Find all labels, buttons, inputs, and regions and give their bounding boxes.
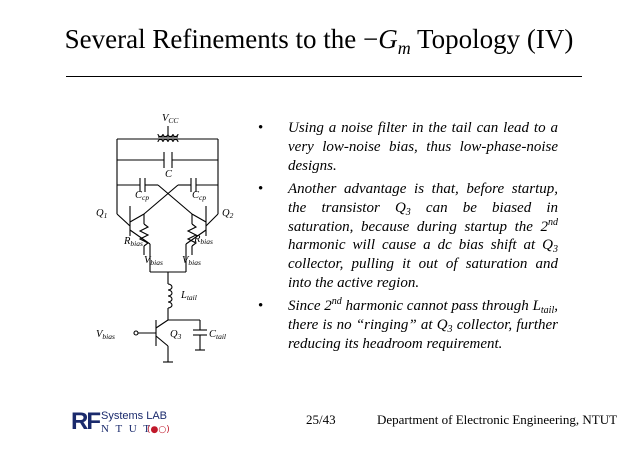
lab-logo: RF Systems LAB N T U T (●○) (71, 408, 170, 435)
svg-text:Ccp: Ccp (192, 190, 207, 202)
svg-text:Rbias: Rbias (194, 234, 213, 246)
svg-text:Ctail: Ctail (209, 329, 227, 341)
gm-symbol: $G_m$ (378, 24, 411, 58)
svg-text:Vbias: Vbias (96, 329, 115, 341)
department-name: Department of Electronic Engineering, NTUT (377, 412, 618, 427)
bullet-item: • Since 2nd harmonic cannot pass through $L_{tail}$, there is no “ringing” at $Q_3$ collector, further reducing its headroom requirement. (258, 296, 558, 352)
svg-text:Ccp: Ccp (135, 190, 150, 202)
svg-text:Q3: Q3 (170, 329, 182, 341)
page-number: 25/43 (306, 412, 336, 427)
c-label: C (165, 169, 173, 180)
bullet-list (258, 119, 558, 358)
bullet-item: • Using a noise filter in the tail can lead to a very low-noise bias, thus low-phase-noise designs. (258, 120, 558, 174)
svg-text:Rbias: Rbias (124, 236, 143, 248)
svg-text:Q1: Q1 (96, 208, 108, 220)
svg-text:Vbias: Vbias (144, 255, 163, 267)
bullet-item: • Another advantage is that, before startup, the transistor $Q_3$ can be biased in saturation, because during startup the 2nd harmonic will cause a dc bias shift at $Q_3$ collector, pulling it out of saturation and into the active region. (258, 180, 558, 292)
slide-title: Several Refinements to the $-G_m$ Topology (IV) (64, 24, 574, 58)
svg-text:Ltail: Ltail (181, 290, 197, 302)
svg-text:VCC: VCC (162, 113, 179, 125)
svg-text:Q2: Q2 (222, 208, 234, 220)
svg-text:Vbias: Vbias (182, 255, 201, 267)
